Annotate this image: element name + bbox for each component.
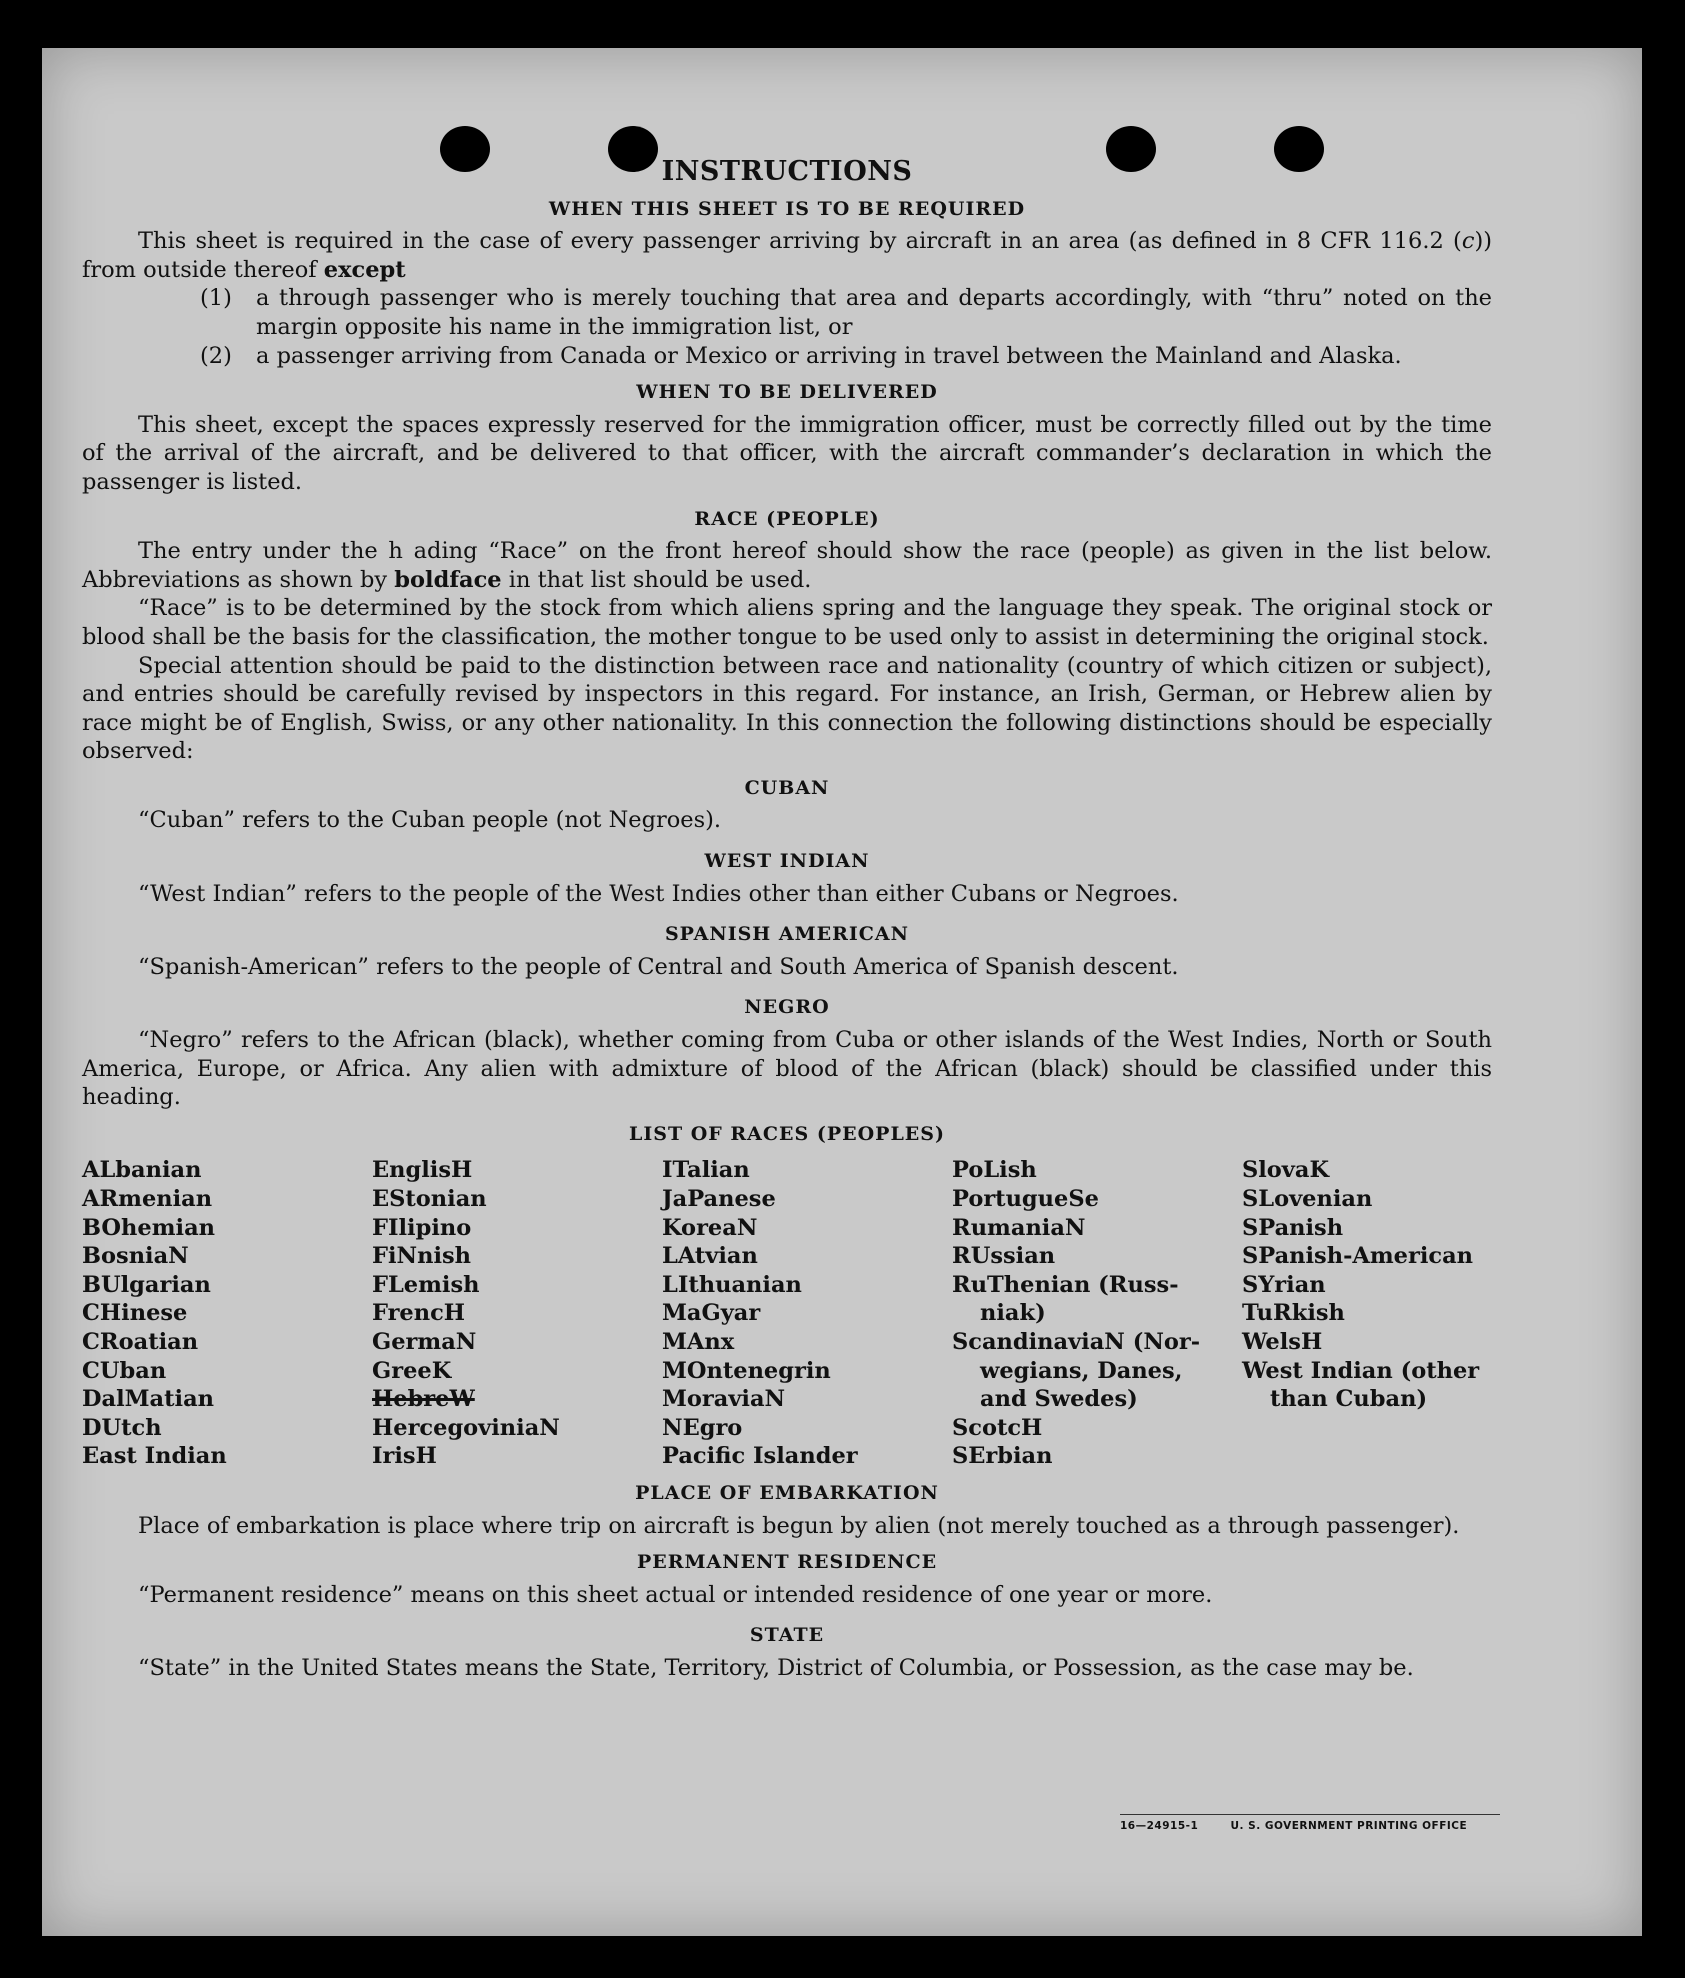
heading-spanish-american: SPANISH AMERICAN: [664, 923, 910, 946]
race-item: MoraviaN: [662, 1386, 786, 1413]
spanish-american-text: “Spanish-American” refers to the people of Central and South America of Spanish descent.: [138, 953, 1179, 980]
race-paragraph: The entry under the h ading “Race” on the front hereof should show the race (people) as given in the list below. Abbreviations as shown by boldface in that list should be used.: [82, 538, 1492, 593]
race-item: RumaniaN: [952, 1214, 1086, 1241]
race-item: FrencH: [372, 1300, 466, 1327]
race-item: SErbian: [952, 1443, 1053, 1470]
race-item: SYrian: [1242, 1271, 1326, 1298]
race-item: BosniaN: [82, 1243, 189, 1270]
heading-list-of-races: LIST OF RACES (PEOPLES): [629, 1122, 945, 1145]
race-item: CUban: [82, 1357, 167, 1384]
race-item: ITalian: [662, 1157, 750, 1184]
race-item: SLovenian: [1242, 1186, 1373, 1212]
race-item-struck-out: HebreW: [372, 1386, 475, 1413]
footer-rule: [1120, 1814, 1500, 1815]
race-item: HercegoviniaN: [372, 1414, 560, 1441]
race-paragraph: Special attention should be paid to the distinction between race and nationality (country of which citizen or subject), and entries should be carefully revised by inspectors in this regard. For instance, an Irish, German, or Hebrew alien by race might be of English, Swiss, or any other nationality. In this connection the following distinctions should be especially observed:: [82, 652, 1492, 765]
heading-residence: PERMANENT RESIDENCE: [636, 1551, 938, 1574]
race-list: [82, 1156, 1492, 1471]
race-item: PortugueSe: [952, 1186, 1099, 1212]
race-item: GreeK: [372, 1357, 452, 1384]
embarkation-text: Place of embarkation is place where trip on aircraft is begun by alien (not merely touched as a through passenger).: [138, 1512, 1460, 1539]
race-item-continued: wegians, Danes,: [980, 1357, 1183, 1384]
heading-cuban: CUBAN: [744, 776, 830, 799]
race-item: RUssian: [952, 1243, 1056, 1270]
race-column: [372, 1156, 662, 1471]
heading-state: STATE: [749, 1624, 825, 1647]
race-item: EStonian: [372, 1186, 487, 1212]
race-item: FIlipino: [372, 1214, 472, 1241]
race-item: DalMatian: [82, 1386, 215, 1413]
exception-item: (1) a through passenger who is merely touching that area and departs accordingly, with “thru” noted on the margin opposite his name in the immigration list, or: [200, 285, 1492, 340]
heading-west-indian: WEST INDIAN: [704, 850, 870, 873]
heading-embarkation: PLACE OF EMBARKATION: [635, 1481, 939, 1504]
west-indian-text: “West Indian” refers to the people of the West Indies other than either Cubans or Negroes.: [138, 880, 1179, 907]
race-column: [952, 1156, 1242, 1471]
race-item: MaGyar: [662, 1300, 761, 1327]
race-item: ScandinaviaN (Nor-: [952, 1328, 1201, 1355]
race-column: [662, 1156, 952, 1471]
race-item: IrisH: [372, 1443, 437, 1470]
cuban-text: “Cuban” refers to the Cuban people (not Negroes).: [138, 807, 722, 834]
race-item: SPanish: [1242, 1214, 1344, 1241]
race-item: ARmenian: [82, 1186, 213, 1212]
race-item: MAnx: [662, 1328, 735, 1355]
negro-text: “Negro” refers to the African (black), whether coming from Cuba or other islands of the West Indies, North or South America, Europe, or Africa. Any alien with admixture of blood of the African (black) should be classified under this heading.: [82, 1027, 1492, 1111]
race-item: LAtvian: [662, 1243, 758, 1270]
printer-footer: [1120, 1820, 1495, 1832]
heading-negro: NEGRO: [744, 996, 830, 1019]
race-item: PoLish: [952, 1157, 1037, 1184]
heading-race: RACE (PEOPLE): [694, 507, 880, 530]
race-item: WelsH: [1242, 1328, 1323, 1355]
race-item: ScotcH: [952, 1414, 1043, 1441]
race-item: MOntenegrin: [662, 1357, 831, 1384]
form-number: 16—24915-1: [1120, 1820, 1199, 1832]
race-item: CRoatian: [82, 1328, 199, 1355]
race-item: Pacific Islander: [662, 1443, 858, 1470]
race-item: FLemish: [372, 1271, 480, 1298]
race-item: JaPanese: [662, 1186, 776, 1212]
page-title: INSTRUCTIONS: [661, 156, 913, 187]
race-item-continued: than Cuban): [1270, 1386, 1428, 1413]
race-item: BUlgarian: [82, 1271, 211, 1298]
race-item: EnglisH: [372, 1157, 473, 1184]
race-item: DUtch: [82, 1414, 162, 1441]
heading-delivered: WHEN TO BE DELIVERED: [636, 381, 938, 404]
race-item-continued: and Swedes): [980, 1386, 1138, 1413]
race-item: ALbanian: [82, 1157, 202, 1184]
race-item-continued: niak): [980, 1300, 1046, 1327]
residence-text: “Permanent residence” means on this sheet actual or intended residence of one year or more.: [138, 1581, 1213, 1608]
heading-required: WHEN THIS SHEET IS TO BE REQUIRED: [548, 197, 1026, 220]
race-paragraph: “Race” is to be determined by the stock from which aliens spring and the language they speak. The original stock or blood shall be the basis for the classification, the mother tongue to be used only to assist in determining the original stock.: [82, 595, 1492, 650]
state-text: “State” in the United States means the State, Territory, District of Columbia, or Possession, as the case may be.: [138, 1654, 1414, 1681]
instructions-body: [82, 158, 1492, 1683]
delivered-text: This sheet, except the spaces expressly reserved for the immigration officer, must be correctly filled out by the time of the arrival of the aircraft, and be delivered to that officer, with the aircraft commander’s declaration in which the passenger is listed.: [82, 411, 1492, 495]
required-intro: This sheet is required in the case of every passenger arriving by aircraft in an area (as defined in 8 CFR 116.2 (c)) from outside thereof except: [82, 228, 1492, 283]
race-item: CHinese: [82, 1300, 188, 1327]
printer-name: U. S. GOVERNMENT PRINTING OFFICE: [1230, 1820, 1468, 1832]
race-item: RuThenian (Russ-: [952, 1271, 1179, 1298]
race-item: LIthuanian: [662, 1271, 802, 1298]
race-item: GermaN: [372, 1328, 477, 1355]
race-item: SPanish-American: [1242, 1243, 1474, 1270]
race-item: KoreaN: [662, 1214, 758, 1241]
race-column: [1242, 1156, 1492, 1471]
race-item: West Indian (other: [1242, 1357, 1480, 1384]
race-item: FiNnish: [372, 1243, 472, 1270]
race-item: BOhemian: [82, 1214, 216, 1241]
race-column: [82, 1156, 372, 1471]
race-item: TuRkish: [1242, 1300, 1345, 1327]
race-item: East Indian: [82, 1443, 227, 1470]
exception-item: (2) a passenger arriving from Canada or Mexico or arriving in travel between the Mainland and Alaska.: [200, 342, 1402, 369]
race-item: SlovaK: [1242, 1157, 1330, 1184]
race-item: NEgro: [662, 1414, 743, 1441]
